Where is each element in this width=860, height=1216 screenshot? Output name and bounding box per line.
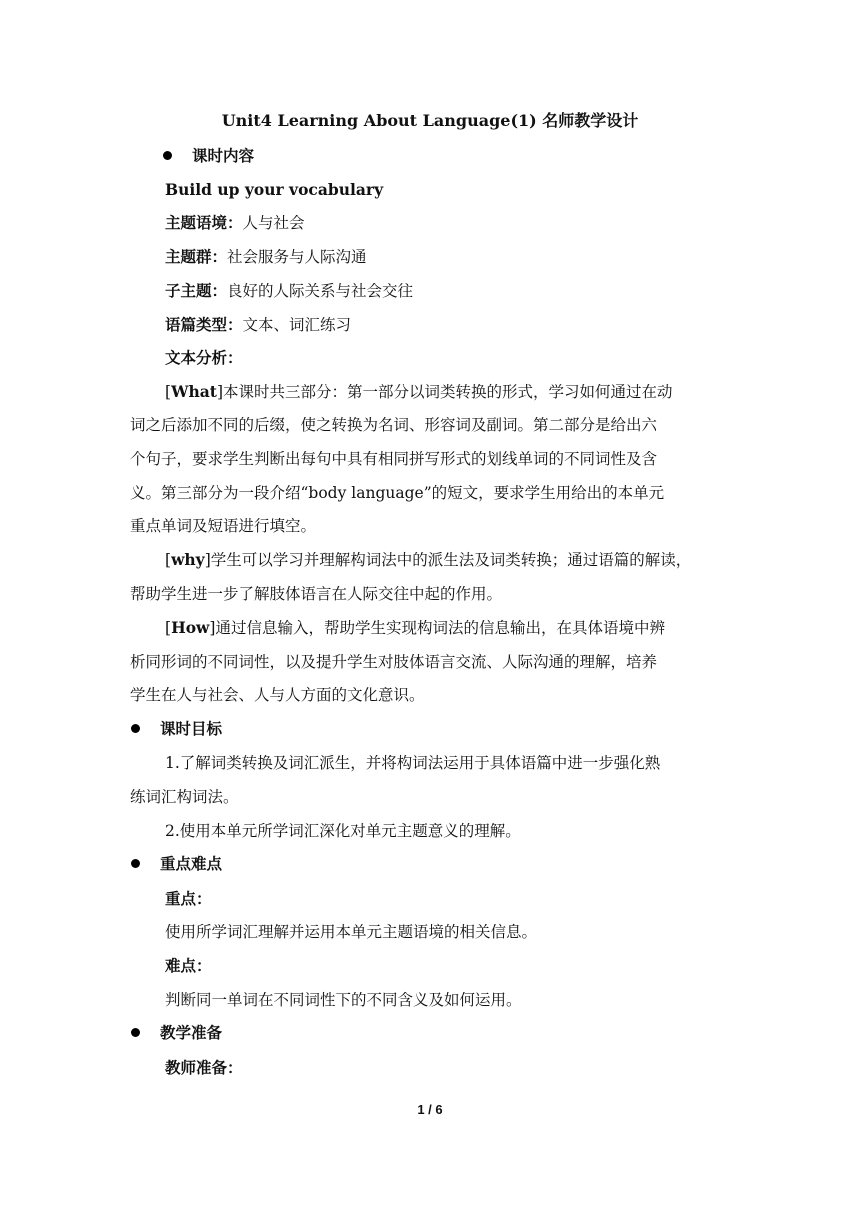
section-heading-text: 教学准备 [160,1023,223,1042]
how-paragraph-line: 学生在人与社会、人与人方面的文化意识。 [130,686,425,704]
field-value: 人与社会 [242,214,305,232]
what-tag: What [171,382,217,401]
what-paragraph-line: [What]本课时共三部分：第一部分以词类转换的形式，学习如何通过在动 [165,382,673,401]
theme-group-row [165,246,367,268]
why-paragraph-line: 帮助学生进一步了解肢体语言在人际交往中起的作用。 [130,585,503,603]
what-paragraph-line: 义。第三部分为一段介绍“body language”的短文，要求学生用给出的本单元 [130,484,665,502]
section-heading-key-points [131,853,222,875]
section-heading-text: 重点难点 [160,854,223,873]
why-paragraph-line: [why]学生可以学习并理解构词法中的派生法及词类转换；通过语篇的解读， [165,550,692,569]
section-heading-lesson-content [163,145,254,167]
how-paragraph-line: [How]通过信息输入，帮助学生实现构词法的信息输出，在具体语境中辨 [165,618,665,637]
field-label: 子主题： [165,281,228,300]
section-heading-text: 课时内容 [192,146,255,165]
bullet-icon [131,859,140,868]
analysis-label: 文本分析： [165,348,243,367]
paragraph-text: 学生可以学习并理解构词法中的派生法及词类转换；通过语篇的解读， [210,551,692,569]
what-paragraph-line: 词之后添加不同的后缀，使之转换为名词、形容词及副词。第二部分是给出六 [130,416,658,434]
lesson-subtitle: Build up your vocabulary [165,180,384,199]
field-value: 文本、词汇练习 [242,316,352,334]
field-value: 社会服务与人际沟通 [227,248,367,266]
theme-context-row [165,212,305,234]
what-paragraph-line: 个句子，要求学生判断出每句中具有相同拼写形式的划线单词的不同词性及含 [130,450,658,468]
how-tag: How [171,618,210,637]
what-paragraph-line: 重点单词及短语进行填空。 [130,517,317,535]
bullet-icon [131,1028,140,1037]
field-label: 主题群： [165,247,228,266]
document-title: Unit4 Learning About Language(1) 名师教学设计 [221,111,639,130]
goal-line: 2.使用本单元所学词汇深化对单元主题意义的理解。 [165,822,521,840]
how-paragraph-line: 析同形词的不同词性，以及提升学生对肢体语言交流、人际沟通的理解，培养 [130,653,658,671]
bullet-icon [131,724,140,733]
difficulty-text: 判断同一单词在不同词性下的不同含义及如何运用。 [165,991,522,1009]
key-label: 重点： [165,889,212,908]
sub-theme-row [165,280,413,302]
field-label: 主题语境： [165,213,243,232]
key-text: 使用所学词汇理解并运用本单元主题语境的相关信息。 [165,923,538,941]
section-heading-objectives [131,718,222,740]
paragraph-text: 通过信息输入，帮助学生实现构词法的信息输出，在具体语境中辨 [215,619,665,637]
goal-line: 练词汇构词法。 [130,788,239,806]
bullet-icon [163,151,172,160]
paragraph-text: 本课时共三部分：第一部分以词类转换的形式，学习如何通过在动 [223,383,673,401]
section-heading-preparation [131,1022,222,1044]
why-tag: why [171,550,205,569]
field-label: 语篇类型： [165,315,243,334]
field-value: 良好的人际关系与社会交往 [227,282,414,300]
teacher-prep-label: 教师准备： [165,1058,243,1077]
page-number: 1 / 6 [417,1102,443,1117]
goal-line: 1.了解词类转换及词汇派生，并将构词法运用于具体语篇中进一步强化熟 [165,754,661,772]
difficulty-label: 难点： [165,956,212,975]
text-type-row [165,314,351,336]
section-heading-text: 课时目标 [160,719,223,738]
